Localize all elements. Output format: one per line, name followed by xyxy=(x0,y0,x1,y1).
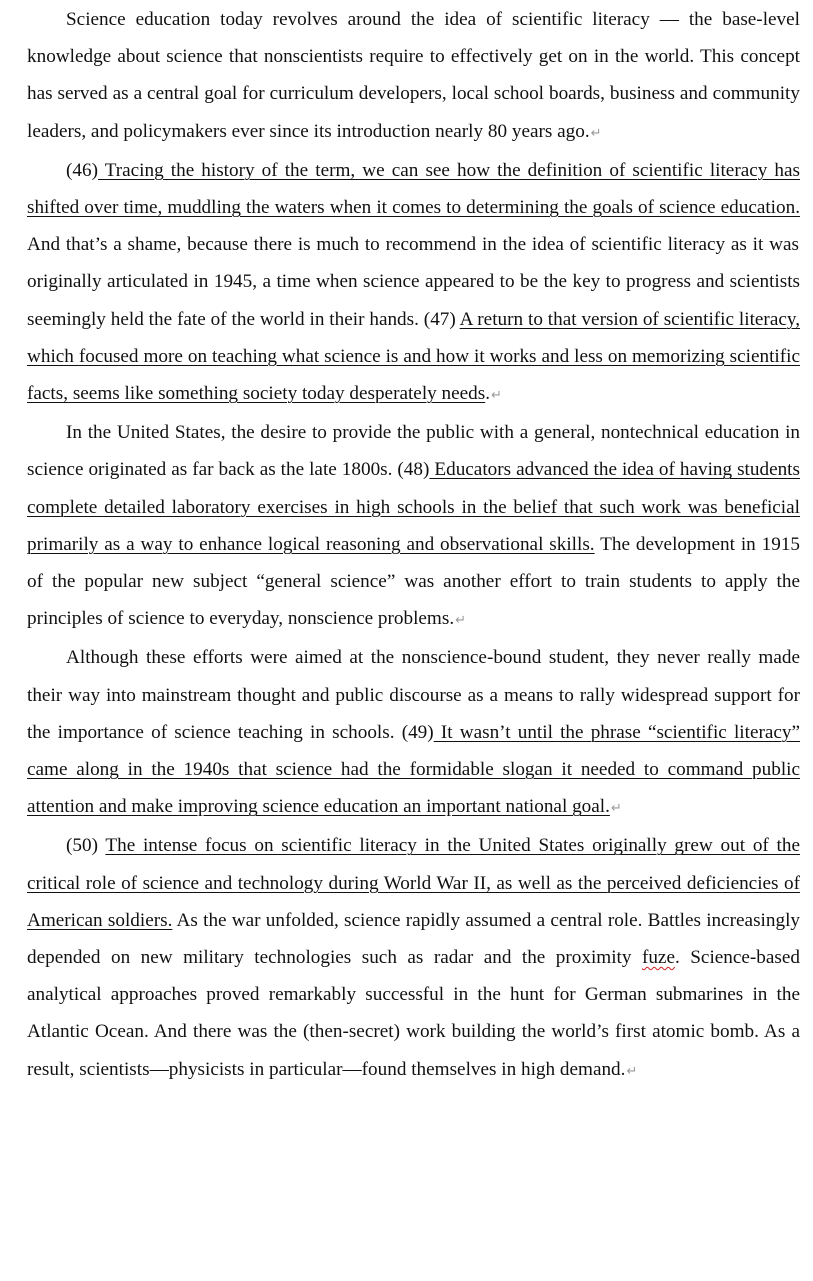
paragraph-text: . xyxy=(485,383,491,405)
paragraph-text: As the war unfolded, science rapidly assumed a central role. Battles increasingly depended on new military technologies such as radar and the proximity xyxy=(27,909,800,969)
paragraph-4[interactable] xyxy=(27,639,800,827)
underlined-sentence-49: It wasn’t until the phrase “scientific literacy” came along in the 1940s that science had the formidable slogan it needed to command public attention and make improving science education an important national goal. xyxy=(27,721,801,818)
paragraph-text: Although these efforts were aimed at the nonscience-bound student, they never really made their way into mainstream thought and public discourse as a means to rally widespread support for the importance of science teaching in schools. (49) xyxy=(27,647,800,743)
question-number-46: (46) xyxy=(66,159,98,181)
underlined-sentence-46: Tracing the history of the term, we can see how the definition of scientific literacy has shifted over time, muddling the waters when it comes to determining the goals of science education. xyxy=(27,159,800,219)
spellcheck-flagged-word[interactable]: fuze xyxy=(641,947,675,969)
paragraph-text: Science education today revolves around the idea of scientific literacy — the base-level knowledge about science that nonscientists require to effectively get on in the world. This concept has served as a central goal for curriculum developers, local school boards, business and community leaders, and policymakers ever since its introduction nearly 80 years ago. xyxy=(27,9,800,142)
paragraph-mark-icon: ↵ xyxy=(491,388,502,404)
question-number-50: (50) xyxy=(66,835,106,857)
underlined-sentence-50: The intense focus on scientific literacy in the United States originally grew out of the critical role of science and technology during World War II, as well as the perceived deficiencies of American soldiers. xyxy=(27,835,800,931)
paragraph-text: And that’s a shame, because there is much to recommend in the idea of scientific literacy as it was originally articulated in 1945, a time when science appeared to be the key to progress and scientists seemingly held the fate of the world in their hands. (47) xyxy=(27,234,800,330)
paragraph-2[interactable] xyxy=(27,152,800,414)
paragraph-mark-icon: ↵ xyxy=(455,613,467,629)
paragraph-mark-icon: ↵ xyxy=(590,125,602,141)
paragraph-text: In the United States, the desire to provide the public with a general, nontechnical education in science originated as far back as the late 1800s. (48) xyxy=(27,422,800,481)
paragraph-text: The development in 1915 of the popular new subject “general science” was another effort to train students to apply the principles of science to everyday, nonscience problems. xyxy=(27,533,801,630)
paragraph-mark-icon: ↵ xyxy=(610,801,622,817)
paragraph-1[interactable] xyxy=(27,1,800,152)
paragraph-text: . Science-based analytical approaches proved remarkably successful in the hunt for German submarines in the Atlantic Ocean. And there was the (then-secret) work building the world’s first atomic bomb. As a result, scientists—physicists in particular—found themselves in high demand. xyxy=(27,947,800,1080)
paragraph-5[interactable] xyxy=(27,827,800,1089)
underlined-sentence-47: A return to that version of scientific literacy, which focused more on teaching what science is and how it works and less on memorizing scientific facts, seems like something society today desperately needs xyxy=(27,308,800,405)
paragraph-mark-icon: ↵ xyxy=(626,1063,638,1079)
underlined-sentence-48: Educators advanced the idea of having students complete detailed laboratory exercises in high schools in the belief that such work was beneficial primarily as a way to enhance logical reasoning and observational skills. xyxy=(27,459,800,555)
paragraph-3[interactable] xyxy=(27,414,800,639)
